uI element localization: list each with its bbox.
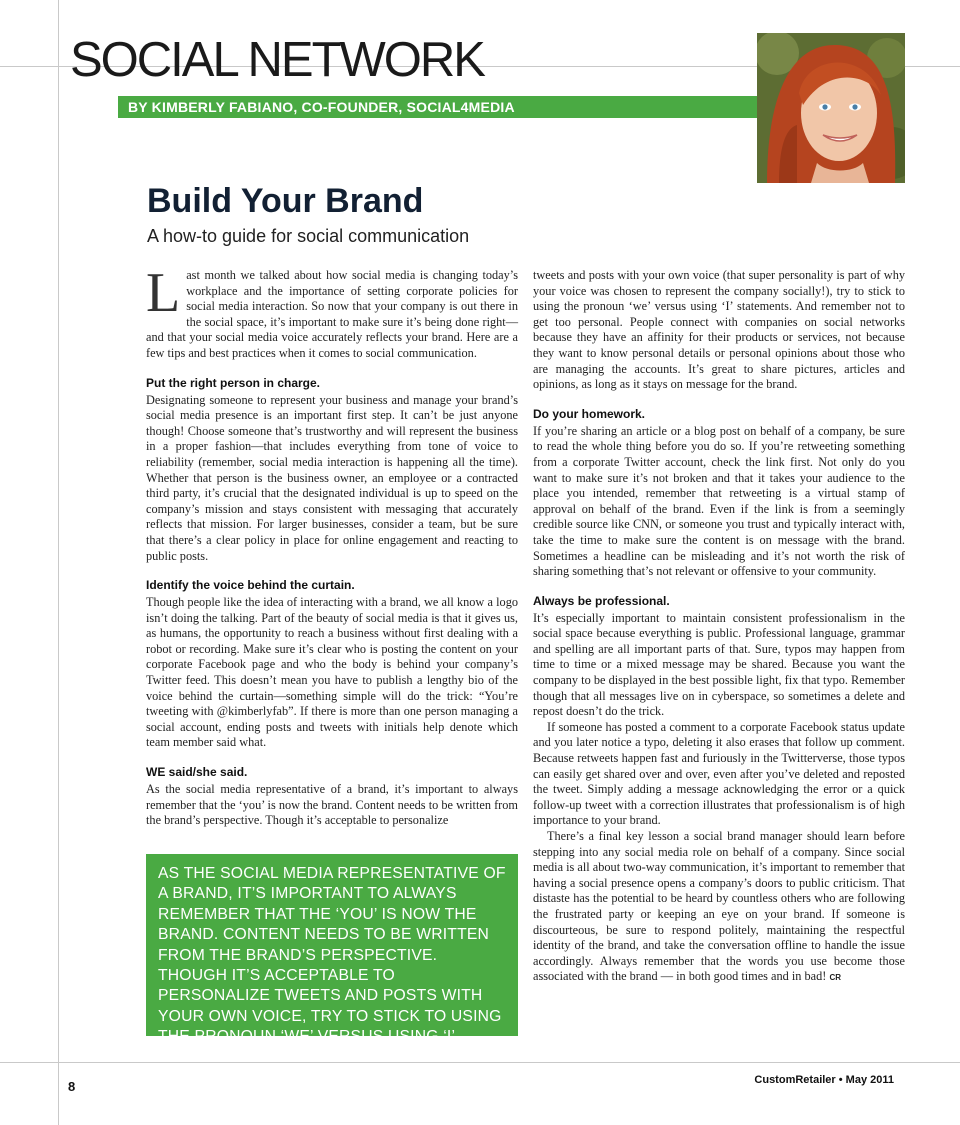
section-body: It’s especially important to maintain consistent professionalism in the social space because everything is public. Professional language, grammar and spelling are all important parts of that. Sure, typos may happen from time to time or a mixed message may be shared. Because you want the company to be displayed in the best possible light, fix that typo. Remember though that all messages live on in cyberspace, so sometimes a delete and repost doesn’t do the trick. bbox=[533, 610, 905, 719]
page-margin-rule bbox=[58, 0, 59, 1125]
section-body: Though people like the idea of interacting with a brand, we all know a logo isn’t doing the talking. Part of the beauty of social media is that it gives us, as humans, the opportunity to reach a business without first dealing with a robot or recording. Make sure it’s clear who is posting the content on your corporate Facebook page and who the body is behind your company’s Twitter feed. This doesn’t mean you have to publish a lengthy bio of the voice behind the curtain—something simple will do the trick: “You’re tweeting with @kimberlyfab”. If there is more than one person managing a social account, ending posts and tweets with initials help denote which team member said what. bbox=[146, 595, 518, 750]
section-heading: Always be professional. bbox=[533, 593, 670, 608]
column-left bbox=[146, 262, 518, 829]
section-body: Designating someone to represent your business and manage your brand’s social media presence is an important first step. It can’t be just anyone though! Choose someone that’s trustworthy and will represent the business in a proper fashion—that includes everything from tone of voice to reliability (remember, social media interaction is happening all the time). Whether that person is the business owner, an employee or a contracted third party, it’s crucial that the designated individual is up to speed on the company’s mission and stays consistent with messaging that accurately reflects that mission. For larger businesses, consider a team, but be sure that there’s a clear policy in place for online engagement and reacting to public posts. bbox=[146, 392, 518, 563]
section-heading: WE said/she said. bbox=[146, 765, 248, 780]
intro-text: ast month we talked about how social media is changing today’s workplace and the importance of setting corporate policies for social media interaction. So now that your company is out there in the social space, it’s important to make sure it’s being done right—and that your social media voice accurately reflects your brand. Here are a few tips and best practices when it comes to social communication. bbox=[146, 268, 518, 360]
author-photo bbox=[757, 33, 905, 183]
byline: BY KIMBERLY FABIANO, CO-FOUNDER, SOCIAL4MEDIA bbox=[128, 99, 515, 115]
pull-quote-text: AS THE SOCIAL MEDIA REPRESENTATIVE OF A BRAND, IT’S IMPORTANT TO ALWAYS REMEMBER THAT THE ‘YOU’ IS NOW THE BRAND. CONTENT NEEDS TO BE WRITTEN FROM THE BRAND’S PERSPECTIVE. THOUGH IT’S ACCEPTABLE TO PERSONALIZE TWEETS AND POSTS WITH YOUR OWN VOICE, TRY TO STICK TO USING THE PRONOUN ‘WE’ VERSUS USING ‘I’ STATEMENTS. bbox=[158, 865, 506, 1066]
section-heading: Put the right person in charge. bbox=[146, 375, 321, 390]
pull-quote bbox=[146, 854, 518, 1066]
section-body: If someone has posted a comment to a corporate Facebook status update and you later notice a typo, deleting it also erases that follow up comment. Because retweets happen fast and furiously in the Twitterverse, those typos can easily get shared over and over, even after you’ve deleted and reposted the tweet. Simply adding a message acknowledging the error or a quick follow-up tweet with a correction illustrates that professionalism is of high importance to your brand. bbox=[533, 719, 905, 828]
article-title: Build Your Brand bbox=[147, 182, 424, 220]
section-heading: Identify the voice behind the curtain. bbox=[146, 578, 355, 593]
section-body: As the social media representative of a brand, it’s important to always remember that the ‘you’ is now the brand. Content needs to be written from the brand’s perspective. Though it’s acceptable to personalize bbox=[146, 782, 518, 828]
column-right bbox=[533, 268, 905, 986]
closing-text: There’s a final key lesson a social brand manager should learn before stepping into any social media role on behalf of a company. Since social media is all about two-way communication, it’s important to remember that having a social presence opens a company’s doors to public criticism. That distaste has the potential to be heard by countless others who are following the frustrated party or keeping an eye on your brand. If someone is discourteous, be sure to respond politely, maintaining the respectful identity of the brand, and take the conversation offline to handle the issue accordingly. Always remember that the words you use become those associated with the brand — in both good times and in bad! bbox=[533, 829, 905, 984]
section-body: If you’re sharing an article or a blog post on behalf of a company, be sure to read the whole thing before you do so. If you’re retweeting something from a corporate Twitter account, check the link first. Not only do you want to make sure it’s not broken and that it takes your audience to the place you intended, remember that retweeting is a virtual stamp of approval on behalf of the brand. Even if the link is from a seemingly credible source like CNN, or someone you trust and typically interact with, take the time to make sure the content is on message with the brand. Sometimes a headline can be misleading and it’s not worth the risk of sharing something that’s not relevant or offensive to your community. bbox=[533, 423, 905, 579]
section-title: SOCIAL NETWORK bbox=[70, 33, 484, 87]
closing-paragraph bbox=[533, 829, 905, 986]
section-heading: Do your homework. bbox=[533, 406, 646, 421]
publication-footer: CustomRetailer • May 2011 bbox=[754, 1074, 894, 1086]
page-number: 8 bbox=[68, 1079, 76, 1094]
drop-cap: L bbox=[146, 262, 181, 324]
article-subtitle: A how-to guide for social communication bbox=[147, 226, 470, 246]
intro-paragraph bbox=[146, 262, 518, 362]
end-mark: CR bbox=[829, 973, 842, 983]
section-body-continued: tweets and posts with your own voice (that super personality is part of why your voice was chosen to represent the company socially!), try to stick to using the pronoun ‘we’ versus using ‘I’ statements. And remember not to get too personal. People connect with companies on social networks because they have an affinity for their products or services, not because they want to know personal details or personal opinions about those who are managing the accounts. It’s great to share pictures, articles and opinions, as long as it stays on message for the brand. bbox=[533, 268, 905, 392]
